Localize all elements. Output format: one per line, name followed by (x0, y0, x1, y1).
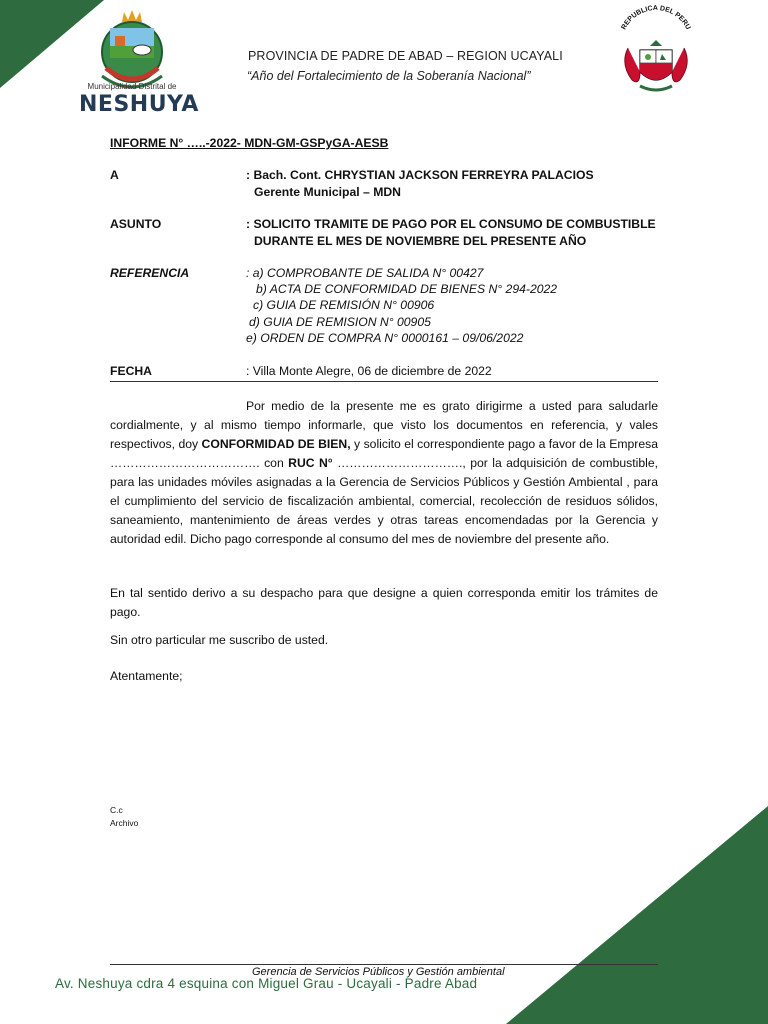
reference-item: b) ACTA DE CONFORMIDAD DE BIENES N° 294-2022 (256, 282, 558, 296)
subject-label: ASUNTO (110, 217, 162, 231)
reference-item: d) GUIA DE REMISION N° 00905 (249, 315, 431, 329)
para1-text-b: y solicito el correspondiente pago a favor de la Empresa ………………………………. con (110, 437, 658, 470)
corner-triangle-bottom-right (506, 806, 768, 1024)
to-name: : Bach. Cont. CHRYSTIAN JACKSON FERREYRA PALACIOS (246, 168, 594, 182)
para1-bold-ruc: RUC N° (288, 456, 333, 470)
closing-text: Atentamente; (110, 669, 183, 683)
body-paragraph-3: Sin otro particular me suscribo de usted. (110, 633, 329, 647)
reference-item: : a) COMPROBANTE DE SALIDA N° 00427 (246, 266, 484, 280)
logo-wordmark: NESHUYA (79, 92, 199, 117)
header-province: PROVINCIA DE PADRE DE ABAD – REGION UCAYALI (248, 49, 563, 63)
body-paragraph-1 (110, 397, 658, 549)
subject-line-2: DURANTE EL MES DE NOVIEMBRE DEL PRESENTE AÑO (254, 234, 587, 248)
seal-text: REPUBLICA DEL PERU (620, 4, 692, 31)
date-label: FECHA (110, 364, 152, 378)
footer-address: Av. Neshuya cdra 4 esquina con Miguel Grau - Ucayali - Padre Abad (55, 976, 478, 991)
footer-department: Gerencia de Servicios Públicos y Gestión ambiental (252, 966, 505, 978)
to-position: Gerente Municipal – MDN (254, 185, 401, 199)
header-year-motto: “Año del Fortalecimiento de la Soberanía Nacional” (247, 69, 531, 83)
reference-label: REFERENCIA (110, 266, 190, 280)
para1-text-a: Por medio de la presente me es grato dirigirme a usted para saludarle cordialmente, y al mismo tiempo informarle, que visto los documentos en referencia, y vales respectivos, doy (110, 399, 658, 451)
para1-text-c: …………………………., por la adquisición de combustible, para las unidades móviles asignadas a la Gerencia de Servicios Públicos y Gestión Ambiental , para el cumplimiento del servicio de fiscalización ambiental, comercial, recolección de residuos sólidos, saneamiento, mantenimiento de áreas verdes y otras tareas encomendadas por la Gerencia y autoridad edil. Dicho pago corresponde al consumo del mes de noviembre del presente año. (110, 456, 658, 546)
cc-label: C.c (110, 805, 123, 815)
reference-item: c) GUIA DE REMISIÓN N° 00906 (253, 298, 435, 312)
logo-caption: Municipalidad Distrital de (87, 82, 177, 91)
to-label: A (110, 168, 119, 182)
reference-item: e) ORDEN DE COMPRA N° 0000161 – 09/06/2022 (246, 331, 524, 345)
para1-bold-conformity: CONFORMIDAD DE BIEN, (201, 437, 351, 451)
national-seal-icon (610, 2, 702, 98)
body-paragraph-2: En tal sentido derivo a su despacho para que designe a quien corresponda emitir los trámites de pago. (110, 586, 658, 619)
report-title: INFORME N° …..-2022- MDN-GM-GSPyGA-AESB (110, 136, 389, 150)
cc-archive: Archivo (110, 818, 139, 828)
date-value: : Villa Monte Alegre, 06 de diciembre de 2022 (246, 364, 492, 378)
subject-line-1: : SOLICITO TRAMITE DE PAGO POR EL CONSUMO DE COMBUSTIBLE (246, 217, 656, 231)
footer-divider (110, 964, 658, 965)
header-divider (110, 381, 658, 382)
svg-text:REPUBLICA DEL PERU (621, 5, 692, 31)
